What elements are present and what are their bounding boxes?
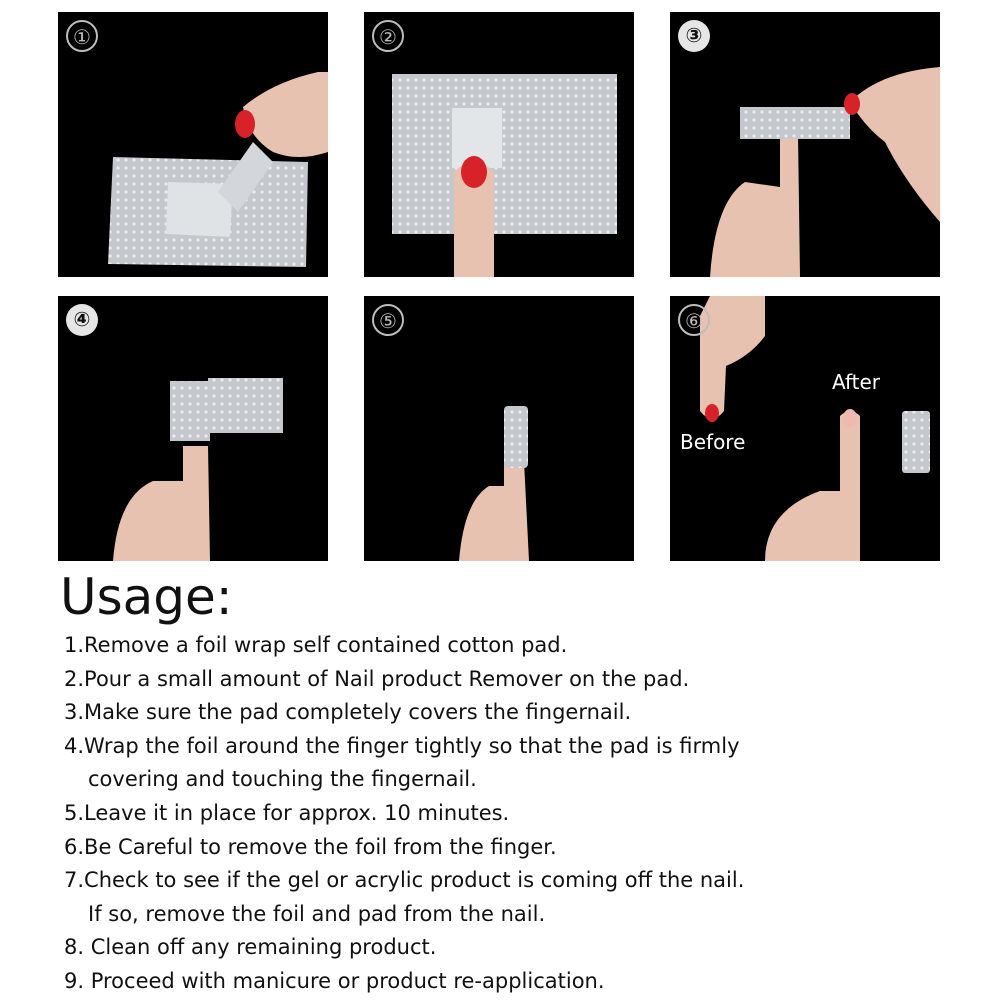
step-1-photo xyxy=(58,12,328,277)
step-number-badge: ④ xyxy=(66,304,98,336)
usage-step: 4.Wrap the foil around the finger tightly so that the pad is firmly covering and touching the fingernail. xyxy=(64,733,740,792)
step-number-badge: ① xyxy=(66,20,98,52)
usage-step: 3.Make sure the pad completely covers the fingernail. xyxy=(64,700,632,725)
before-after-illustration xyxy=(670,296,940,561)
usage-step: 6.Be Careful to remove the foil from the finger. xyxy=(64,834,557,859)
usage-step: 8. Clean off any remaining product. xyxy=(64,935,437,960)
usage-step: 5.Leave it in place for approx. 10 minutes. xyxy=(64,800,510,825)
usage-heading: Usage: xyxy=(60,568,233,626)
step-number-badge: ⑤ xyxy=(372,304,404,336)
foil-folded-over-finger-illustration xyxy=(58,296,328,561)
usage-step: 7.Check to see if the gel or acrylic product is coming off the nail. If so, remove the foil and pad from the nail. xyxy=(64,868,745,926)
wrapped-fingertip-illustration xyxy=(364,296,634,561)
after-label: After xyxy=(832,370,881,394)
usage-steps-list xyxy=(64,629,964,999)
usage-step: 9. Proceed with manicure or product re-application. xyxy=(64,968,605,993)
before-label: Before xyxy=(680,430,746,454)
step-3-photo xyxy=(670,12,940,277)
step-number-badge: ③ xyxy=(678,20,710,52)
step-5-photo xyxy=(364,296,634,561)
usage-step: 2.Pour a small amount of Nail product Remover on the pad. xyxy=(64,666,690,691)
step-number-badge: ② xyxy=(372,20,404,52)
foil-strip-on-finger-illustration xyxy=(670,12,940,277)
foil-pad-peel-illustration xyxy=(58,12,328,277)
foil-with-pad-illustration xyxy=(364,12,634,277)
step-6-photo xyxy=(670,296,940,561)
step-4-photo xyxy=(58,296,328,561)
step-number-badge: ⑥ xyxy=(678,304,710,336)
step-2-photo xyxy=(364,12,634,277)
usage-step: 1.Remove a foil wrap self contained cotton pad. xyxy=(64,633,568,657)
